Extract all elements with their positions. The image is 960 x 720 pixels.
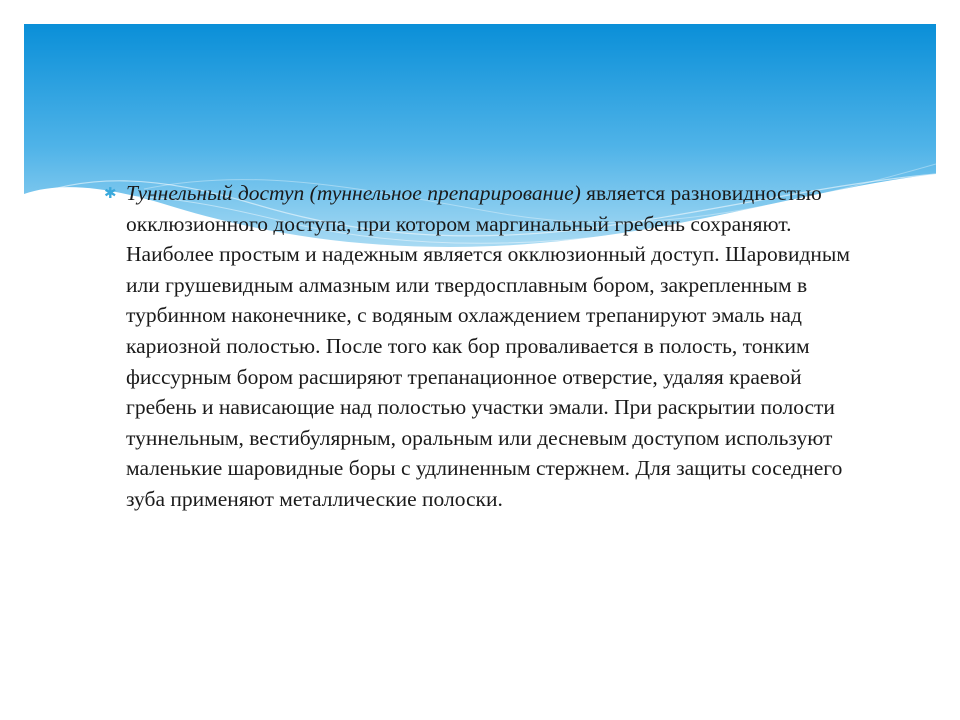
slide-content <box>104 178 864 515</box>
description-paragraph: Наиболее простым и надежным является окклюзионный доступ. Шаровидным или грушевидным алмазным или твердосплавным бором, закрепленным в турбинном наконечнике, с водяным охлаждением трепанируют эмаль над кариозной полостью. После того как бор проваливается в полость, тонким фиссурным бором расширяют трепанационное отверстие, удаляя краевой гребень и нависающие над полостью участки эмали. При раскрытии полости туннельным, вестибулярным, оральным или десневым доступом используют маленькие шаровидные боры с удлиненным стержнем. Для защиты соседнего зуба применяют металлические полоски. <box>126 242 850 511</box>
tunnel-access-term: Туннельный доступ (туннельное препарирование) <box>126 181 581 205</box>
bullet-item <box>104 178 864 515</box>
bullet-text <box>126 178 864 515</box>
asterisk-bullet-icon: ✱ <box>104 186 117 202</box>
definition-text: является разновидностью окклюзионного доступа, при котором маргинальный гребень сохраняют. <box>126 181 822 236</box>
